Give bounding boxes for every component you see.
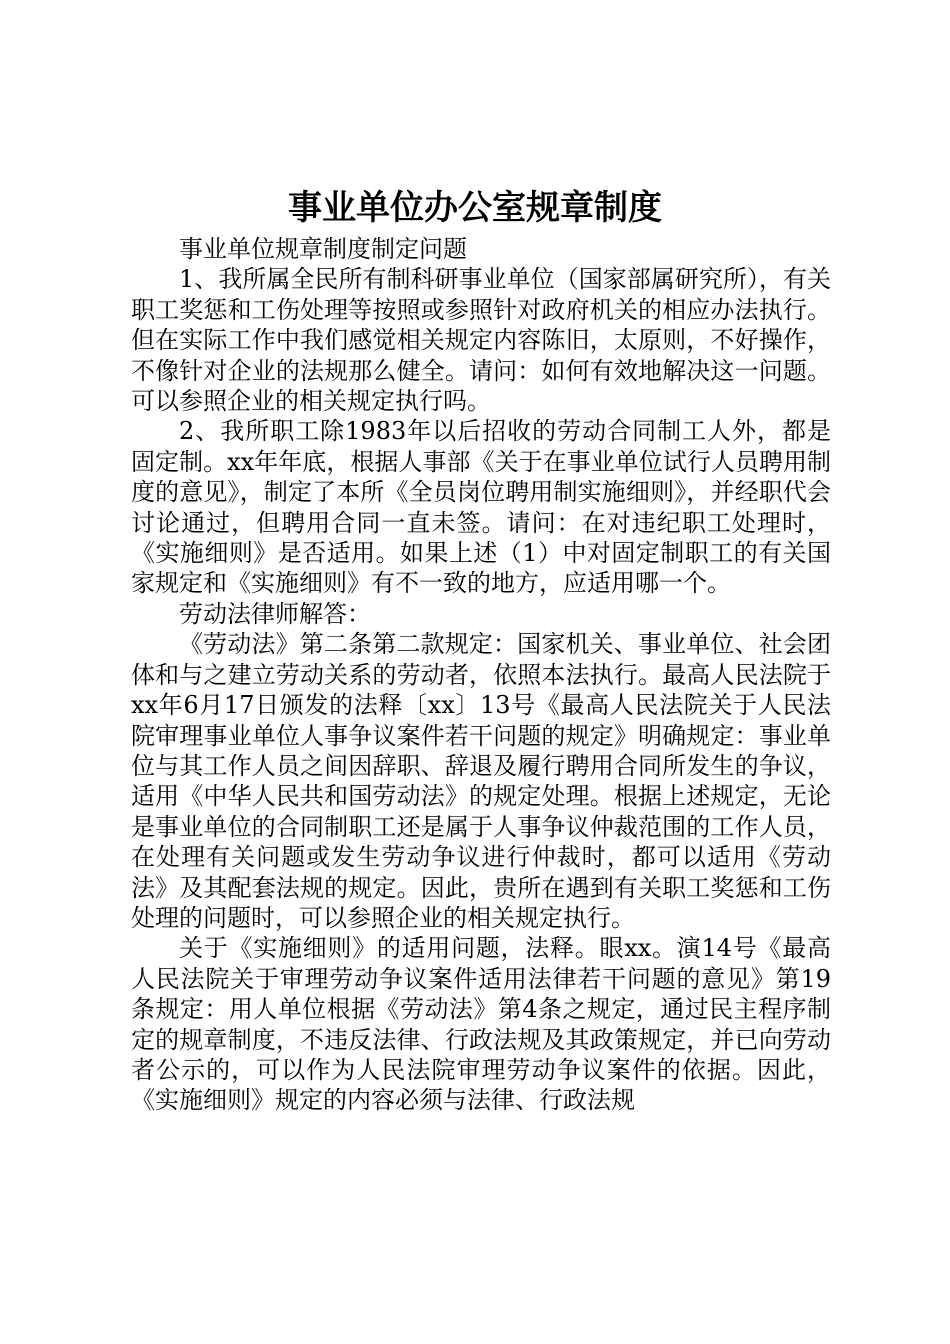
document-body bbox=[131, 234, 831, 1116]
paragraph-answer-1: 《劳动法》第二条第二款规定：国家机关、事业单位、社会团体和与之建立劳动关系的劳动者，依照本法执行。最高人民法院于xx年6月17日颁发的法释〔xx〕13号《最高人民法院关于人民法院审理事业单位人事争议案件若干问题的规定》明确规定：事业单位与其工作人员之间因辞职、辞退及履行聘用合同所发生的争议，适用《中华人民共和国劳动法》的规定处理。根据上述规定，无论是事业单位的合同制职工还是属于人事争议仲裁范围的工作人员，在处理有关问题或发生劳动争议进行仲裁时，都可以适用《劳动法》及其配套法规的规定。因此，贵所在遇到有关职工奖惩和工伤处理的问题时，可以参照企业的相关规定执行。 bbox=[131, 630, 831, 932]
paragraph-question-2: 2、我所职工除1983年以后招收的劳动合同制工人外，都是固定制。xx年年底，根据人事部《关于在事业单位试行人员聘用制度的意见》，制定了本所《全员岗位聘用制实施细则》，并经职代会讨论通过，但聘用合同一直未签。请问：在对违纪职工处理时，《实施细则》是否适用。如果上述（1）中对固定制职工的有关国家规定和《实施细则》有不一致的地方，应适用哪一个。 bbox=[131, 417, 831, 598]
document-title: 事业单位办公室规章制度 bbox=[288, 188, 662, 228]
paragraph-answer-heading: 劳动法律师解答： bbox=[179, 599, 371, 628]
paragraph-question-1: 1、我所属全民所有制科研事业单位（国家部属研究所），有关职工奖惩和工伤处理等按照或参照针对政府机关的相应办法执行。但在实际工作中我们感觉相关规定内容陈旧，太原则，不好操作，不像针对企业的法规那么健全。请问：如何有效地解决这一问题。可以参照企业的相关规定执行吗。 bbox=[131, 265, 831, 416]
paragraph-subtitle: 事业单位规章制度制定问题 bbox=[179, 235, 467, 263]
paragraph-answer-2: 关于《实施细则》的适用问题，法释。眼xx。演14号《最高人民法院关于审理劳动争议案件适用法律若干问题的意见》第19条规定：用人单位根据《劳动法》第4条之规定，通过民主程序制定的规章制度，不违反法律、行政法规及其政策规定，并已向劳动者公示的，可以作为人民法院审理劳动争议案件的依据。因此，《实施细则》规定的内容必须与法律、行政法规 bbox=[131, 934, 831, 1115]
